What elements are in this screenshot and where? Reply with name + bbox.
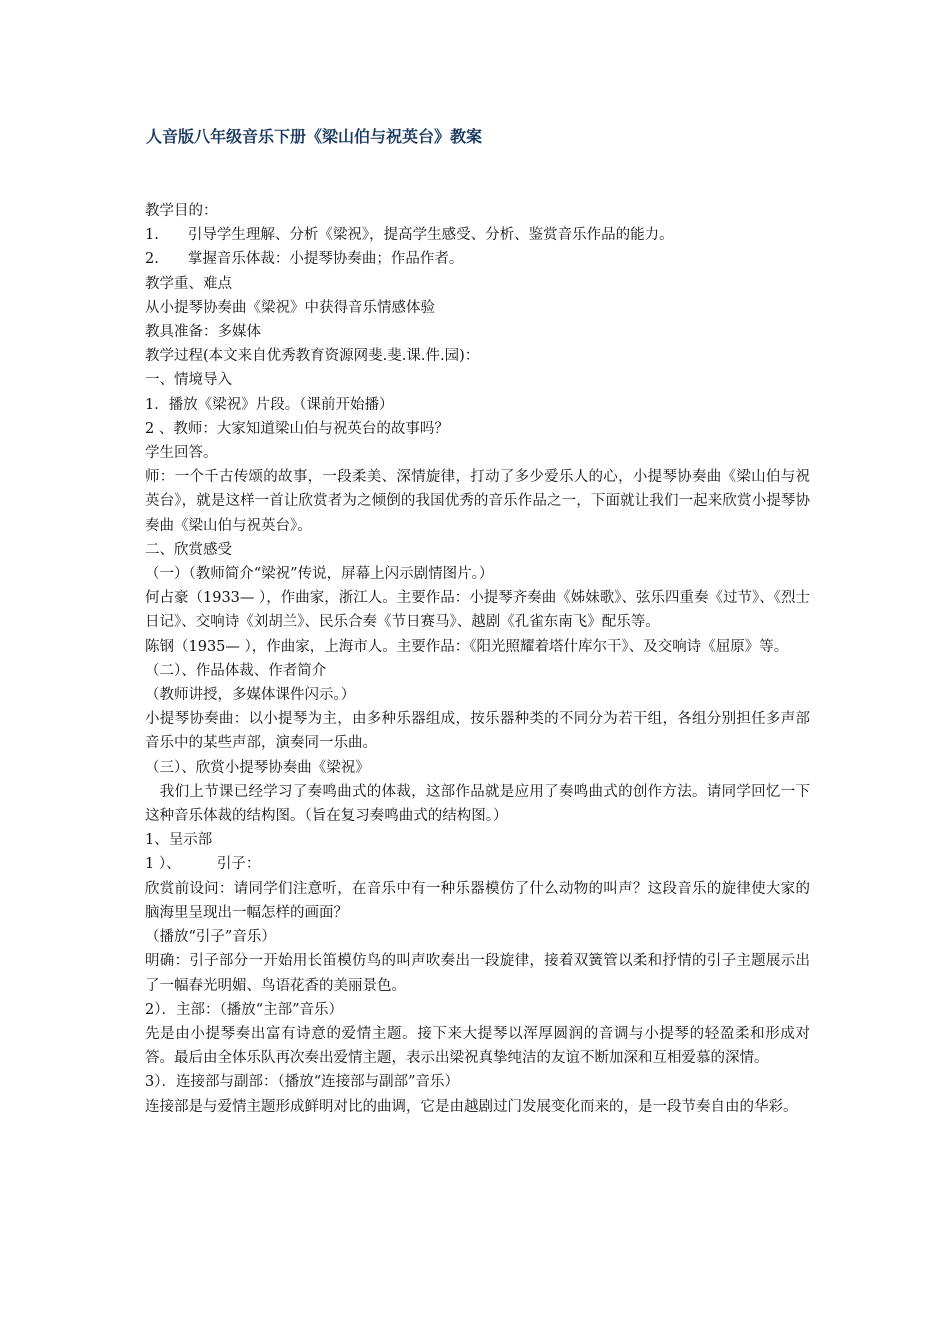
paragraph: 陈钢（1935— ），作曲家，上海市人。主要作品：《阳光照耀着塔什库尔干》、及交响诗《屈原》等。 xyxy=(145,638,789,655)
paragraph: 一、情境导入 xyxy=(145,372,232,389)
paragraph: （播放“引子”音乐） xyxy=(145,929,276,946)
paragraph: 学生回答。 xyxy=(145,445,218,462)
paragraph: （一）（教师简介“梁祝”传说，屏幕上闪示剧情图片。） xyxy=(145,566,494,583)
paragraph: 1．播放《梁祝》片段。（课前开始播） xyxy=(145,396,394,413)
paragraph: 连接部是与爱情主题形成鲜明对比的曲调，它是由越剧过门发展变化而来的，是一段节奏自由的华彩。 xyxy=(145,1098,798,1115)
paragraph: （三）、欣赏小提琴协奏曲《梁祝》 xyxy=(145,759,370,776)
paragraph: 二、欣赏感受 xyxy=(145,541,232,558)
paragraph: 2）．主部：（播放“主部”音乐） xyxy=(145,1001,344,1018)
paragraph: 教学过程(本文来自优秀教育资源网斐.斐.课.件.园)： xyxy=(145,348,480,365)
paragraph: （教师讲授，多媒体课件闪示。） xyxy=(145,687,356,704)
paragraph: 2. 掌握音乐体裁：小提琴协奏曲；作品作者。 xyxy=(145,251,464,268)
paragraph: 3）．连接部与副部：（播放“连接部与副部”音乐） xyxy=(145,1074,460,1091)
paragraph: 欣赏前设问：请同学们注意听，在音乐中有一种乐器模仿了什么动物的叫声？这段音乐的旋律使大家的脑海里呈现出一幅怎样的画面？ xyxy=(145,880,810,921)
paragraph: 我们上节课已经学习了奏鸣曲式的体裁，这部作品就是应用了奏鸣曲式的创作方法。请同学回忆一下这种音乐体裁的结构图。（旨在复习奏鸣曲式的结构图。） xyxy=(145,783,810,825)
paragraph: 师：一个千古传颂的故事，一段柔美、深情旋律，打动了多少爱乐人的心，小提琴协奏曲《梁山伯与祝英台》，就是这样一首让欣赏者为之倾倒的我国优秀的音乐作品之一，下面就让我们一起来欣赏小提琴协奏曲《梁山伯与祝英台》。 xyxy=(145,469,810,534)
paragraph: 1 ）、 引子： xyxy=(145,856,261,873)
paragraph: 小提琴协奏曲：以小提琴为主，由多种乐器组成，按乐器种类的不同分为若干组，各组分别担任多声部音乐中的某些声部，演奏同一乐曲。 xyxy=(145,711,810,752)
paragraph: 教学目的： xyxy=(145,203,218,219)
paragraph: 教学重、难点 xyxy=(145,275,232,292)
paragraph: 教具准备：多媒体 xyxy=(145,324,261,341)
paragraph: 先是由小提琴奏出富有诗意的爱情主题。接下来大提琴以浑厚圆润的音调与小提琴的轻盈柔和形成对答。最后由全体乐队再次奏出爱情主题，表示出梁祝真挚纯洁的友谊不断加深和互相爱慕的深情。 xyxy=(145,1025,810,1067)
paragraph: 明确：引子部分一开始用长笛模仿鸟的叫声吹奏出一段旋律，接着双簧管以柔和抒情的引子主题展示出了一幅春光明媚、鸟语花香的美丽景色。 xyxy=(145,953,810,994)
paragraph: 何占豪（1933— ），作曲家，浙江人。主要作品：小提琴齐奏曲《姊妹歌》、弦乐四重奏《过节》、《烈士日记》、交响诗《刘胡兰》、民乐合奏《节日赛马》、越剧《孔雀东南飞》配乐等。 xyxy=(145,590,810,631)
document-body xyxy=(145,199,810,1119)
paragraph: 2 、教师：大家知道梁山伯与祝英台的故事吗？ xyxy=(145,420,449,437)
paragraph: （二）、作品体裁、作者简介 xyxy=(145,662,327,679)
paragraph: 从小提琴协奏曲《梁祝》中获得音乐情感体验 xyxy=(145,299,435,316)
document-title: 人音版八年级音乐下册《梁山伯与祝英台》教案 xyxy=(146,127,483,146)
paragraph: 1. 引导学生理解、分析《梁祝》，提高学生感受、分析、鉴赏音乐作品的能力。 xyxy=(145,227,674,244)
paragraph: 1、呈示部 xyxy=(145,832,213,849)
